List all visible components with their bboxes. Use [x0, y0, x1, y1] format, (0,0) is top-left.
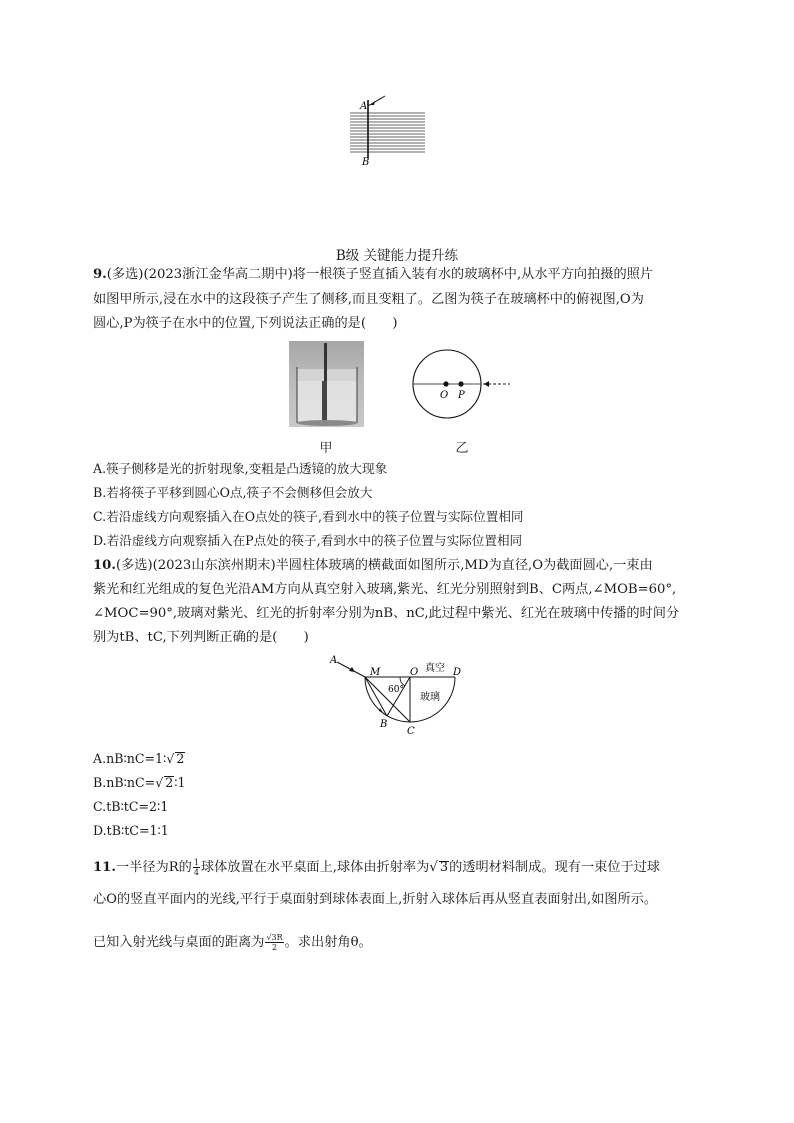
fig-label-b: B	[380, 719, 388, 730]
question-10-line-2: 紫光和红光组成的复色光沿AM方向从真空射入玻璃,紫光、红光分别照射到B、C两点,∠MOB=60°,	[93, 582, 677, 597]
caption-yi: 乙	[455, 441, 469, 456]
question-9-line-2: 如图甲所示,浸在水中的这段筷子产生了侧移,而且变粗了。乙图为筷子在玻璃杯中的俯视图,O为	[93, 292, 644, 307]
question-11-line-2: 心O的竖直平面内的光线,平行于桌面射到球体表面上,折射入球体后再从竖直表面射出,如图所示。	[93, 892, 658, 907]
fraction-one-quarter: $\frac{1}{4}$	[193, 858, 199, 877]
label-b: B	[362, 157, 370, 168]
question-9-option-d: D.若沿虚线方向观察插入在P点处的筷子,看到水中的筷子位置与实际位置相同	[93, 533, 523, 548]
question-10-option-b: B.nB∶nC=√ 2∶1	[93, 775, 186, 790]
fig-label-o: O	[410, 667, 419, 678]
question-11-line-3: 已知入射光线与桌面的距离为 $\frac{√3R}{2}$ 。求出射角θ。	[93, 933, 372, 952]
question-9-option-c: C.若沿虚线方向观察插入在O点处的筷子,看到水中的筷子位置与实际位置相同	[93, 509, 524, 524]
question-10-option-c: C.tB∶tC=2∶1	[93, 799, 169, 814]
question-9-option-b: B.若将筷子平移到圆心O点,筷子不会侧移但会放大	[93, 485, 373, 500]
question-10-line-4: 别为tB、tC,下列判断正确的是( )	[93, 630, 309, 645]
fig-label-glass: 玻璃	[420, 692, 440, 703]
semicircle-glass-figure	[325, 652, 475, 742]
fig-label-d: D	[453, 667, 462, 678]
question-10-line-1: 10.(多选)(2023山东滨州期末)半圆柱体玻璃的横截面如图所示,MD为直径,O为截面圆心,一束由	[93, 558, 653, 573]
question-9-line-1: 9.(多选)(2023浙江金华高二期中)将一根筷子竖直插入装有水的玻璃杯中,从水平方向拍摄的照片	[93, 267, 654, 282]
question-11-line-1: 11.一半径为R的 $\frac{1}{4}$ 球体放置在水平桌面上,球体由折射率为√ 3的透明材料制成。现有一束位于过球	[93, 858, 661, 877]
question-11-number: 11.	[93, 860, 116, 875]
label-a: A	[360, 101, 368, 112]
question-10-line-3: ∠MOC=90°,玻璃对紫光、红光的折射率分别为nB、nC,此过程中紫光、红光在玻璃中传播的时间分	[93, 606, 680, 621]
question-10-option-a: A.nB∶nC=1∶√ 2	[93, 751, 185, 766]
fig-label-c: C	[407, 726, 415, 737]
question-10-number: 10.	[93, 558, 116, 573]
label-o: O	[440, 390, 449, 401]
question-9-option-a: A.筷子侧移是光的折射现象,变粗是凸透镜的放大现象	[93, 461, 388, 476]
question-10-option-d: D.tB∶tC=1∶1	[93, 823, 169, 838]
caption-jia: 甲	[319, 441, 333, 456]
fig-label-angle: 60°	[388, 685, 404, 695]
question-9-line-3: 圆心,P为筷子在水中的位置,下列说法正确的是( )	[93, 316, 398, 331]
fraction-root3r-over-2: $\frac{√3R}{2}$	[266, 933, 283, 952]
fig-label-m: M	[370, 667, 381, 678]
label-p: P	[458, 390, 465, 401]
section-title: B级 关键能力提升练	[335, 248, 459, 264]
refraction-tank-figure	[340, 92, 430, 172]
question-9-number: 9.	[93, 267, 107, 282]
fig-label-vacuum: 真空	[425, 663, 445, 674]
fig-label-a: A	[330, 655, 338, 666]
glass-photo	[289, 341, 364, 427]
chopstick-top-view	[410, 346, 520, 426]
